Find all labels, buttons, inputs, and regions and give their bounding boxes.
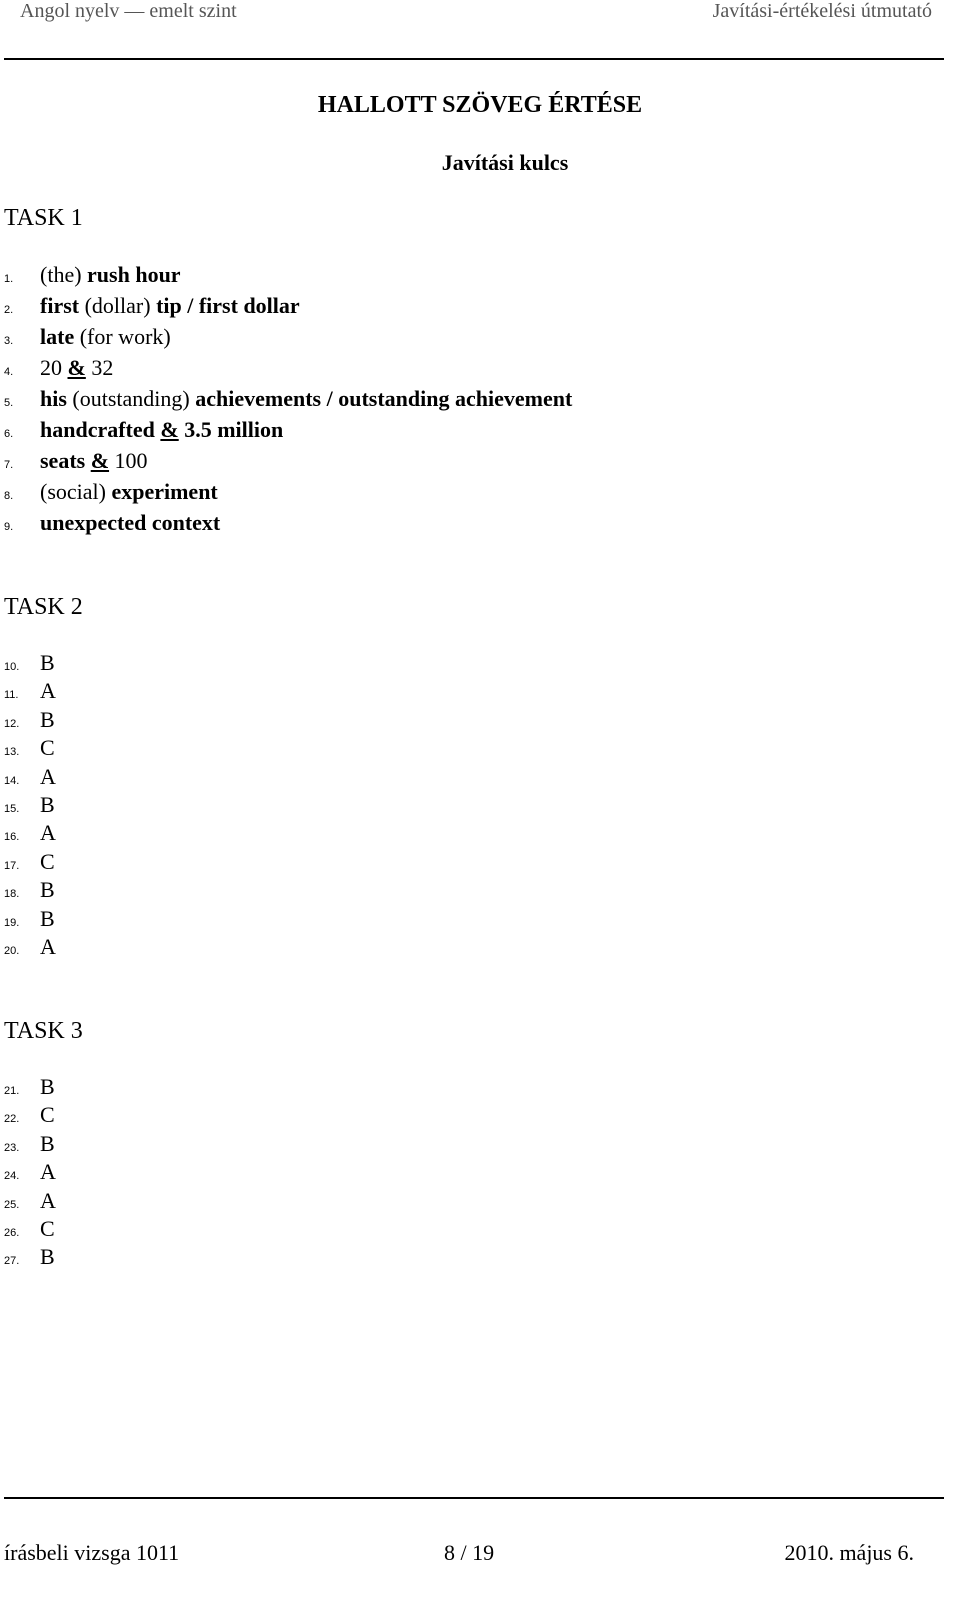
answer-optional-part: C xyxy=(40,735,55,761)
answer-item xyxy=(4,293,572,324)
answer-text xyxy=(40,293,300,319)
item-number: 4. xyxy=(4,366,14,378)
item-number: 23. xyxy=(4,1141,20,1154)
answer-optional-part: B xyxy=(40,1130,55,1156)
answer-text xyxy=(40,386,572,412)
answer-item xyxy=(4,877,56,905)
answer-text xyxy=(40,678,56,704)
answer-optional-part: B xyxy=(40,877,55,903)
answer-text xyxy=(40,934,56,960)
answer-optional-part: (dollar) xyxy=(79,293,157,318)
answer-item xyxy=(4,448,572,479)
item-number: 16. xyxy=(4,831,20,844)
item-number: 1. xyxy=(4,273,14,285)
answer-text xyxy=(40,849,55,875)
answer-item xyxy=(4,262,572,293)
item-number: 15. xyxy=(4,802,20,815)
page-header xyxy=(4,0,948,60)
answer-optional-part: B xyxy=(40,905,55,931)
answer-optional-part: (outstanding) xyxy=(66,386,196,411)
answer-text xyxy=(40,479,218,505)
item-number: 13. xyxy=(4,746,20,759)
answer-text xyxy=(40,820,56,846)
answer-required-part: his xyxy=(40,386,67,411)
answer-required-part: & xyxy=(67,355,86,380)
answer-item xyxy=(4,324,572,355)
task-2-answer-list xyxy=(4,650,56,962)
answer-text xyxy=(40,1188,56,1214)
answer-text xyxy=(40,1159,56,1185)
answer-item xyxy=(4,678,56,706)
footer-divider xyxy=(4,1497,944,1499)
answer-text xyxy=(40,262,181,288)
answer-item xyxy=(4,820,56,848)
answer-text xyxy=(40,707,55,733)
header-left: Angol nyelv — emelt szint xyxy=(20,0,237,22)
answer-optional-part: A xyxy=(40,933,56,959)
answer-text xyxy=(40,906,55,932)
footer-page-number: 8 / 19 xyxy=(444,1540,495,1565)
item-number: 6. xyxy=(4,428,14,440)
answer-item xyxy=(4,849,56,877)
answer-optional-part: B xyxy=(40,650,55,675)
answer-required-part: late xyxy=(40,324,75,349)
item-number: 20. xyxy=(4,944,20,957)
answer-optional-part: B xyxy=(40,706,55,732)
answer-optional-part: A xyxy=(40,1187,56,1213)
answer-item xyxy=(4,1102,56,1130)
item-number: 24. xyxy=(4,1170,20,1183)
answer-text xyxy=(40,324,171,350)
answer-required-part: experiment xyxy=(111,479,218,504)
item-number: 5. xyxy=(4,397,14,409)
answer-optional-part: B xyxy=(40,1244,55,1270)
answer-item xyxy=(4,417,572,448)
answer-optional-part: A xyxy=(40,1159,56,1185)
answer-text xyxy=(40,510,220,536)
answer-item xyxy=(4,1131,56,1159)
task-1-label: TASK 1 xyxy=(4,205,83,231)
answer-optional-part: B xyxy=(40,1074,55,1099)
answer-optional-part: C xyxy=(40,1102,55,1128)
task-3-answer-list xyxy=(4,1074,56,1273)
answer-item xyxy=(4,1216,56,1244)
answer-text xyxy=(40,764,56,790)
answer-item xyxy=(4,386,572,417)
task-1-answer-list xyxy=(4,262,572,541)
header-divider xyxy=(4,58,944,60)
answer-optional-part: A xyxy=(40,763,56,789)
answer-optional-part: 32 xyxy=(85,355,114,380)
item-number: 9. xyxy=(4,521,14,533)
answer-text xyxy=(40,1074,55,1100)
item-number: 11. xyxy=(4,689,19,702)
answer-optional-part: B xyxy=(40,791,55,817)
answer-item xyxy=(4,1188,56,1216)
item-number: 26. xyxy=(4,1226,20,1239)
answer-required-part: handcrafted xyxy=(40,417,161,442)
task-2-label: TASK 2 xyxy=(4,594,83,620)
answer-required-part: first xyxy=(40,293,80,318)
answer-optional-part: C xyxy=(40,848,55,874)
header-right: Javítási-értékelési útmutató xyxy=(712,0,932,22)
answer-required-part: rush hour xyxy=(87,262,181,287)
answer-text xyxy=(40,355,113,381)
item-number: 27. xyxy=(4,1255,20,1268)
answer-text xyxy=(40,1244,55,1270)
answer-optional-part: 100 xyxy=(109,448,148,473)
answer-required-part: seats xyxy=(40,448,91,473)
answer-required-part: 3.5 million xyxy=(178,417,284,442)
answer-text xyxy=(40,792,55,818)
item-number: 2. xyxy=(4,304,14,316)
item-number: 18. xyxy=(4,888,20,901)
answer-required-part: achievements / outstanding achievement xyxy=(195,386,573,411)
item-number: 17. xyxy=(4,859,20,872)
answer-text xyxy=(40,448,148,474)
item-number: 14. xyxy=(4,774,20,787)
footer-exam-code: írásbeli vizsga 1011 xyxy=(4,1540,180,1565)
answer-text xyxy=(40,417,283,443)
section-title: HALLOTT SZÖVEG ÉRTÉSE xyxy=(317,92,643,118)
answer-item xyxy=(4,1159,56,1187)
answer-item xyxy=(4,479,572,510)
answer-item xyxy=(4,1244,56,1272)
answer-item xyxy=(4,735,56,763)
answer-optional-part: (the) xyxy=(40,262,88,287)
answer-optional-part: 20 xyxy=(40,355,68,380)
answer-item xyxy=(4,764,56,792)
answer-required-part: & xyxy=(90,448,110,473)
item-number: 10. xyxy=(4,661,20,673)
answer-item xyxy=(4,650,56,678)
item-number: 21. xyxy=(4,1085,20,1097)
item-number: 3. xyxy=(4,335,14,347)
answer-text xyxy=(40,735,55,761)
answer-item xyxy=(4,1074,56,1102)
item-number: 8. xyxy=(4,490,14,502)
answer-text xyxy=(40,1102,55,1128)
item-number: 25. xyxy=(4,1198,20,1211)
answer-item xyxy=(4,707,56,735)
answer-text xyxy=(40,877,55,903)
answer-optional-part: C xyxy=(40,1215,55,1241)
answer-item xyxy=(4,906,56,934)
answer-optional-part: A xyxy=(40,678,56,704)
footer-date: 2010. május 6. xyxy=(784,1540,914,1565)
answer-text xyxy=(40,1131,55,1157)
task-3-label: TASK 3 xyxy=(4,1018,83,1044)
answer-required-part: unexpected context xyxy=(40,510,221,535)
answer-item xyxy=(4,355,572,386)
item-number: 19. xyxy=(4,916,20,929)
section-subtitle: Javítási kulcs xyxy=(441,150,569,175)
answer-text xyxy=(40,1216,55,1242)
item-number: 22. xyxy=(4,1113,20,1126)
item-number: 12. xyxy=(4,717,20,730)
answer-item xyxy=(4,792,56,820)
answer-required-part: tip / first dollar xyxy=(156,293,300,318)
item-number: 7. xyxy=(4,459,14,471)
answer-text xyxy=(40,650,55,676)
answer-item xyxy=(4,934,56,962)
answer-optional-part: (social) xyxy=(40,479,112,504)
answer-optional-part: (for work) xyxy=(74,324,171,349)
answer-item xyxy=(4,510,572,541)
answer-required-part: & xyxy=(160,417,179,442)
answer-optional-part: A xyxy=(40,820,56,846)
